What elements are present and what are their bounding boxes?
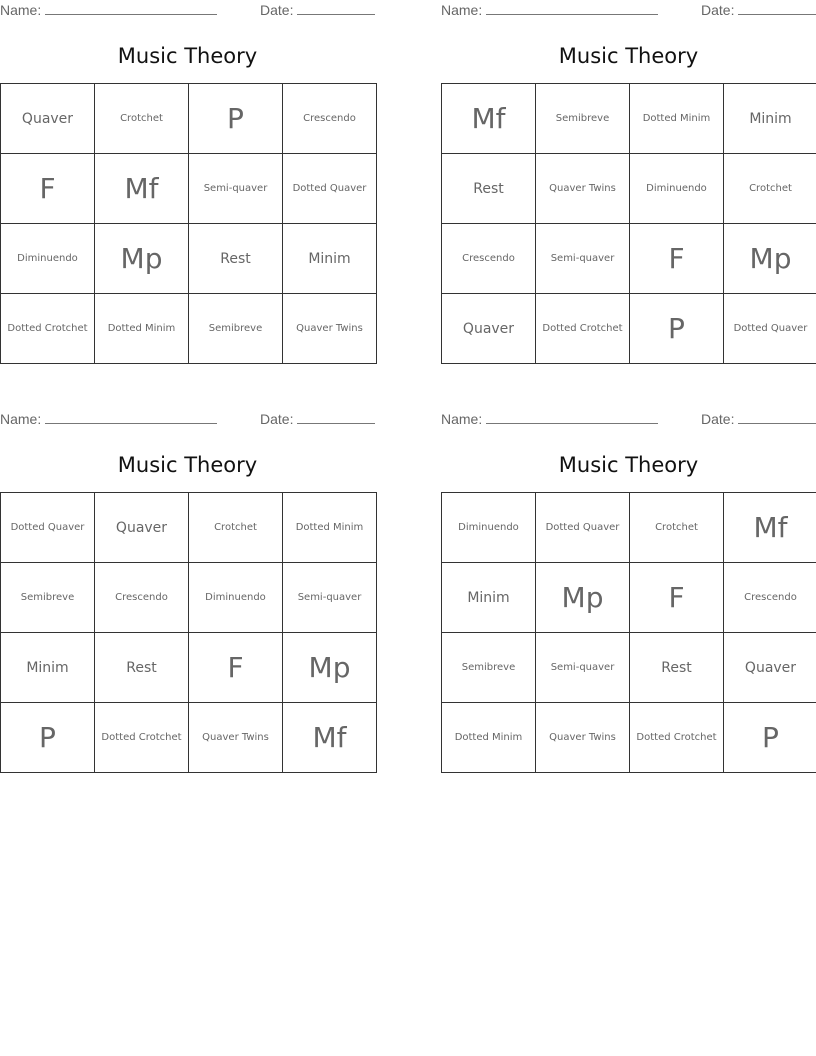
grid-row (442, 84, 816, 154)
bingo-cell[interactable]: Diminuendo (189, 563, 283, 633)
bingo-cell[interactable]: Dotted Crotchet (536, 294, 630, 364)
bingo-grid (441, 492, 816, 773)
bingo-cell[interactable]: P (724, 703, 816, 773)
name-field[interactable] (441, 409, 658, 429)
bingo-grid (441, 83, 816, 364)
bingo-cell[interactable]: P (1, 703, 95, 773)
grid-row (442, 493, 816, 563)
bingo-cell[interactable]: Minim (442, 563, 536, 633)
name-date-row (441, 409, 816, 429)
name-date-row (0, 0, 376, 20)
bingo-cell[interactable]: Crotchet (189, 493, 283, 563)
grid-row (442, 224, 816, 294)
bingo-cell[interactable]: Quaver (724, 633, 816, 703)
bingo-cell[interactable]: Semi-quaver (189, 154, 283, 224)
date-label: Date: (701, 2, 735, 18)
bingo-cell[interactable]: Rest (189, 224, 283, 294)
bingo-cell[interactable]: F (189, 633, 283, 703)
date-blank-line[interactable] (738, 409, 816, 424)
bingo-cell[interactable]: Quaver Twins (189, 703, 283, 773)
bingo-cell[interactable]: Crescendo (283, 84, 377, 154)
bingo-cell[interactable]: Quaver Twins (536, 154, 630, 224)
bingo-cell[interactable]: Semi-quaver (536, 224, 630, 294)
date-field[interactable] (260, 409, 375, 429)
bingo-cell[interactable]: Crotchet (95, 84, 189, 154)
bingo-cell[interactable]: Semi-quaver (536, 633, 630, 703)
bingo-grid (0, 492, 377, 773)
bingo-cell[interactable]: Rest (95, 633, 189, 703)
bingo-cell[interactable]: Semibreve (442, 633, 536, 703)
bingo-cell[interactable]: Mp (536, 563, 630, 633)
bingo-cell[interactable]: Quaver Twins (283, 294, 377, 364)
name-blank-line[interactable] (486, 0, 658, 15)
bingo-card-4 (441, 409, 816, 754)
bingo-cell[interactable]: Mp (283, 633, 377, 703)
bingo-cell[interactable]: Mf (442, 84, 536, 154)
card-title: Music Theory (558, 453, 699, 477)
name-date-row (0, 409, 376, 429)
grid-row (1, 703, 377, 773)
bingo-cell[interactable]: Dotted Quaver (724, 294, 816, 364)
card-title: Music Theory (117, 453, 258, 477)
bingo-cell[interactable]: Quaver (1, 84, 95, 154)
grid-row (1, 84, 377, 154)
bingo-cell[interactable]: F (1, 154, 95, 224)
bingo-cell[interactable]: Mf (283, 703, 377, 773)
bingo-cell[interactable]: P (630, 294, 724, 364)
bingo-cell[interactable]: Crotchet (724, 154, 816, 224)
name-blank-line[interactable] (45, 409, 217, 424)
grid-row (1, 224, 377, 294)
bingo-cell[interactable]: Mf (724, 493, 816, 563)
bingo-cell[interactable]: Dotted Crotchet (95, 703, 189, 773)
bingo-cell[interactable]: Dotted Crotchet (1, 294, 95, 364)
date-field[interactable] (701, 0, 816, 20)
bingo-card-2 (441, 0, 816, 345)
grid-row (442, 703, 816, 773)
bingo-cell[interactable]: F (630, 563, 724, 633)
bingo-cell[interactable]: Minim (724, 84, 816, 154)
name-blank-line[interactable] (486, 409, 658, 424)
grid-row (442, 633, 816, 703)
bingo-cell[interactable]: Crotchet (630, 493, 724, 563)
bingo-cell[interactable]: Dotted Crotchet (630, 703, 724, 773)
date-field[interactable] (701, 409, 816, 429)
grid-row (442, 563, 816, 633)
date-label: Date: (701, 411, 735, 427)
date-blank-line[interactable] (297, 0, 375, 15)
bingo-grid (0, 83, 377, 364)
bingo-cell[interactable]: Quaver Twins (536, 703, 630, 773)
bingo-cell[interactable]: Diminuendo (1, 224, 95, 294)
bingo-cell[interactable]: Dotted Minim (95, 294, 189, 364)
bingo-cell[interactable]: Semibreve (536, 84, 630, 154)
grid-row (1, 633, 377, 703)
bingo-cell[interactable]: Dotted Minim (442, 703, 536, 773)
bingo-cell[interactable]: Dotted Quaver (1, 493, 95, 563)
bingo-cell[interactable]: Dotted Quaver (536, 493, 630, 563)
name-field[interactable] (0, 0, 217, 20)
bingo-cell[interactable]: Quaver (442, 294, 536, 364)
name-label: Name: (441, 411, 483, 427)
grid-row (442, 294, 816, 364)
date-blank-line[interactable] (297, 409, 375, 424)
bingo-cell[interactable]: Diminuendo (442, 493, 536, 563)
bingo-cell[interactable]: Crescendo (724, 563, 816, 633)
name-label: Name: (441, 2, 483, 18)
bingo-card-3 (0, 409, 376, 754)
bingo-cell[interactable]: Quaver (95, 493, 189, 563)
grid-row (1, 294, 377, 364)
bingo-cell[interactable]: Dotted Quaver (283, 154, 377, 224)
bingo-cell[interactable]: Dotted Minim (630, 84, 724, 154)
bingo-cell[interactable]: Mp (724, 224, 816, 294)
grid-row (1, 154, 377, 224)
date-blank-line[interactable] (738, 0, 816, 15)
name-label: Name: (0, 2, 42, 18)
grid-row (442, 154, 816, 224)
bingo-cell[interactable]: Minim (283, 224, 377, 294)
bingo-cell[interactable]: Crescendo (442, 224, 536, 294)
date-label: Date: (260, 411, 294, 427)
bingo-cell[interactable]: Rest (442, 154, 536, 224)
bingo-cell[interactable]: Semibreve (1, 563, 95, 633)
bingo-card-1 (0, 0, 376, 334)
bingo-cell[interactable]: Semibreve (189, 294, 283, 364)
name-blank-line[interactable] (45, 0, 217, 15)
bingo-cell[interactable]: Mp (95, 224, 189, 294)
bingo-cell[interactable]: Crescendo (95, 563, 189, 633)
date-label: Date: (260, 2, 294, 18)
name-label: Name: (0, 411, 42, 427)
bingo-cell[interactable]: Diminuendo (630, 154, 724, 224)
grid-row (1, 493, 377, 563)
bingo-cell[interactable]: Semi-quaver (283, 563, 377, 633)
bingo-cell[interactable]: P (189, 84, 283, 154)
grid-row (1, 563, 377, 633)
name-date-row (441, 0, 816, 20)
name-field[interactable] (0, 409, 217, 429)
name-field[interactable] (441, 0, 658, 20)
bingo-cell[interactable]: Minim (1, 633, 95, 703)
card-title: Music Theory (558, 44, 699, 68)
bingo-cell[interactable]: F (630, 224, 724, 294)
bingo-cell[interactable]: Dotted Minim (283, 493, 377, 563)
card-title: Music Theory (117, 44, 258, 68)
date-field[interactable] (260, 0, 375, 20)
bingo-cell[interactable]: Rest (630, 633, 724, 703)
bingo-cell[interactable]: Mf (95, 154, 189, 224)
